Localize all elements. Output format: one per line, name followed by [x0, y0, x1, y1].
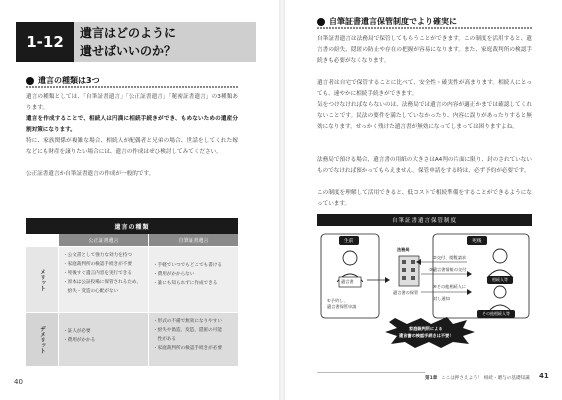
footer-rule	[317, 372, 425, 373]
heir-label: 相続人等	[487, 276, 513, 284]
right-page	[285, 0, 562, 400]
section-number: 1-12	[16, 22, 74, 62]
table-cell: ・形式の不備で無効になりやすい ・紛失や偽造、変造、隠匿の可能 性がある ・家庭裁判所の検認手続きが必要	[148, 313, 238, 366]
paragraph: 気をつけなければならないのは、法務局では遺言の内容が適正かまでは確認してくれないことです。民法の要件を満たしていなかったり、内容に誤りがあったりすると無効になります。せっかく残けた遺言書が無効になってしまっては困りますよね。	[317, 102, 532, 130]
person-note-1: ①予約し、	[327, 298, 348, 303]
table-title: 遺言の種類	[26, 218, 238, 234]
section-heading-text: 遺言の種類は3つ	[38, 76, 100, 85]
burst-text-1: 家庭裁判所による	[409, 326, 443, 331]
paragraph: 公正証書遺言か自筆証書遺言の作成が一般的です。	[26, 171, 155, 177]
diagram-title: 自筆証書遺言保管制度	[317, 214, 532, 226]
title-line-2: 遺せばいいのか？	[80, 44, 177, 58]
burst-text-2: 遺言書の検認手続きは不要！	[399, 333, 454, 338]
section-heading	[317, 16, 457, 27]
row-header: メリット	[26, 247, 58, 312]
paragraph: 法務局で預ける場合、遺言書の用紙の大きさはA4判の片面に限り、封のされていないものでなければ預かってもらえません。保管申請をする時は、必ず予約が必要です。	[317, 157, 532, 174]
table-cell: ・公文書として強力な効力を持つ ・家庭裁判所の検認手続きが不要 ・死後すぐ遺言内容を実行できる ・原本は公証役場に保管されるため、 紛失・変造の心配がない	[58, 247, 148, 312]
paragraph: 遺言の種類としては、「自筆証書遺言」「公正証書遺言」「秘密証書遺言」の3種類あります。	[26, 94, 238, 111]
arrow-label: ②交付、閲覧請求	[433, 255, 467, 260]
person-note-2: 遺言書保管申請	[327, 304, 357, 309]
arrow-label: ③遺言書情報の交付	[429, 267, 467, 272]
column-header: 公正証書遺言	[58, 234, 148, 246]
section-divider	[317, 27, 532, 29]
will-types-table	[26, 234, 238, 366]
paragraph: 自筆証書遺言は法務局で保管してもらうことができます。この制度を活用すると、遺言書の紛失、隠匿の防止や存在の把握が容易になります。また、家庭裁判所の検認手続きも必要がなくなります。	[317, 36, 532, 64]
other-heir-icon	[494, 286, 506, 298]
paragraph-emphasis: 遺言を作成することで、相続人は円満に相続手続きができ、もめないための遺産分割対策になります。	[26, 116, 238, 133]
arrow-label: ④その他相続人に	[433, 284, 467, 289]
title-line-1: 遺言はどのように	[80, 26, 177, 40]
section-divider	[26, 86, 238, 88]
bullet-icon	[26, 77, 34, 85]
footer-title: ここは押さえよう！ 相続・贈与の基礎知識	[441, 376, 530, 381]
heir-icon	[493, 249, 507, 263]
storage-label: 遺言書の保管	[393, 290, 419, 295]
after-death-frame	[433, 234, 529, 318]
table-cell: ・手軽でいつでもどこでも書ける ・費用がかからない ・誰にも知られずに作成できる	[148, 247, 238, 312]
row-header: デメリット	[26, 313, 58, 366]
table-row	[26, 246, 238, 312]
footer-chapter: 第1章	[425, 376, 438, 381]
paragraph: この制度を理解して活用できると、低コストで相続準備をすることができるようになっています。	[317, 190, 532, 207]
page-number: 40	[14, 378, 23, 386]
paragraph: 遺言者は自宅で保管することに比べて、安全性・確実性が高まります。相続人にとっても、速やかに相続手続きができます。	[317, 80, 532, 97]
left-page	[0, 0, 279, 400]
section-heading	[26, 75, 100, 86]
table-row	[26, 312, 238, 366]
will-label: 遺言書	[341, 279, 354, 284]
legal-office-label: 法務局	[397, 247, 410, 252]
page-title	[80, 24, 252, 60]
section-heading-text: 自筆証書遺言保管制度でより確実に	[329, 17, 457, 26]
storage-system-diagram	[317, 214, 532, 350]
before-death-label: 生前	[339, 236, 359, 245]
arrow-label: 対し通知	[433, 296, 450, 301]
table-header-row	[26, 234, 238, 246]
person-icon	[343, 251, 357, 265]
page-number: 41	[539, 372, 549, 380]
others-label: その他相続人等	[477, 310, 515, 318]
bullet-icon	[317, 18, 325, 26]
after-death-label: 死後	[467, 236, 487, 245]
paragraph: 特に、家族関係が複雑な場合、相続人が配偶者と兄弟の場合、世話をしてくれた嫁などにも財産を譲りたい場合には、遺言の作成はぜひ検討してみてください。	[26, 138, 238, 155]
table-cell: ・証人が必要 ・費用がかかる	[58, 313, 148, 366]
column-header: 自筆証書遺言	[148, 234, 238, 246]
